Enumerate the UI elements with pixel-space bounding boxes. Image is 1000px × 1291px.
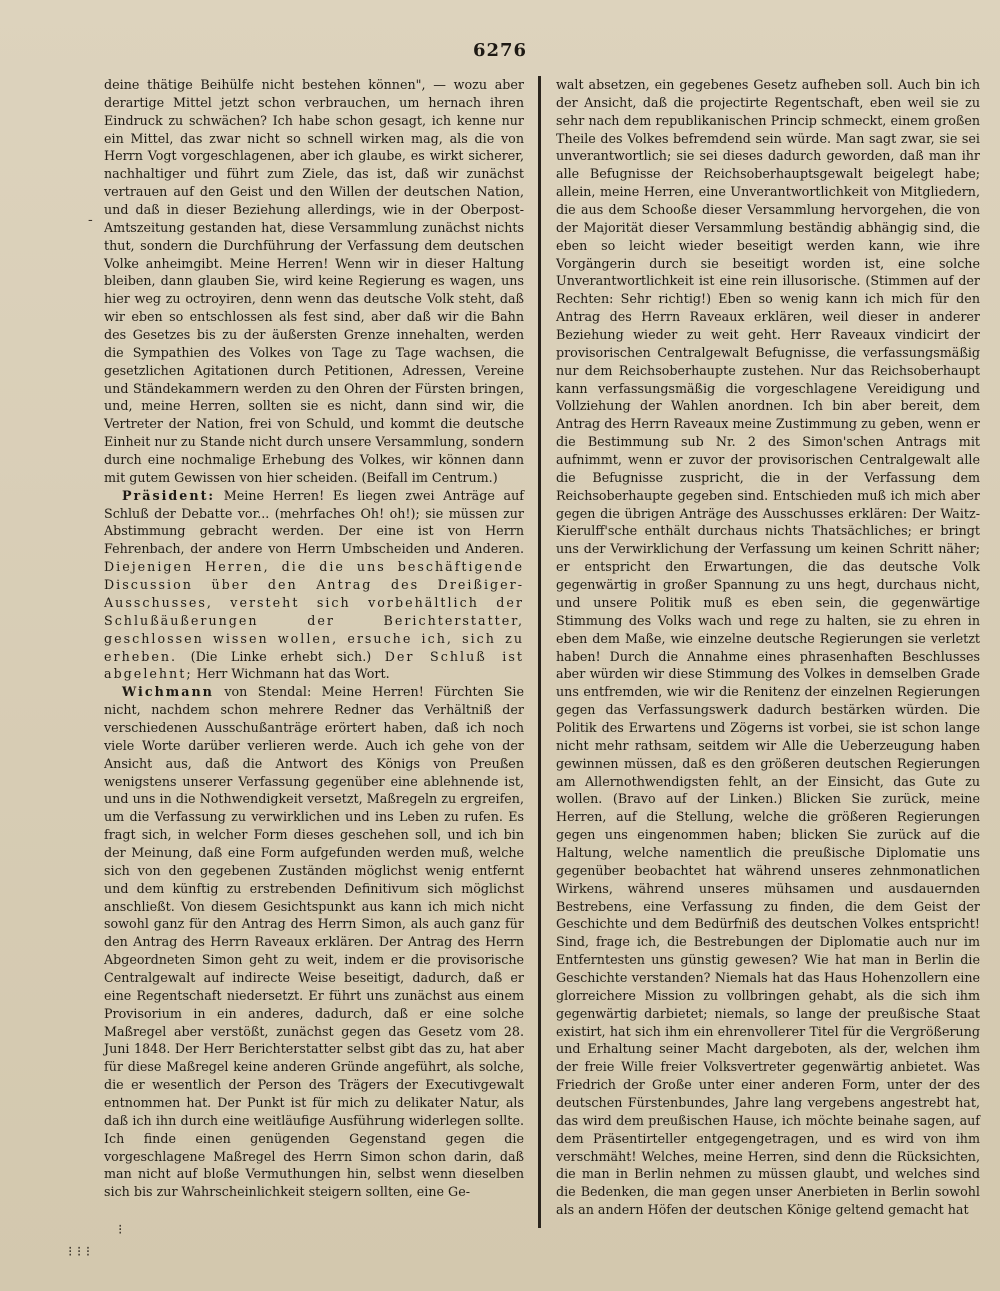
margin-mark: - bbox=[88, 212, 93, 228]
right-column bbox=[556, 76, 980, 1219]
paragraph: walt absetzen, ein gegebenes Gesetz aufheben soll. Auch bin ich der Ansicht, daß die projectirte Regentschaft, eben weil sie zu sehr nach dem republikanischen Princip schmeckt, einem großen Theile des Volkes befremdend sein würde. Man sagt zwar, sie sei unverantwortlich; sie sei dieses dadurch geworden, daß man ihr alle Befugnisse der Reichsoberhauptsgewalt beigelegt habe; allein, meine Herren, eine Unverantwortlichkeit von Mitgliedern, die aus dem Schooße dieser Versammlung hervorgehen, die von der Majorität dieser Versammlung beständig abhängig sind, die eben so leicht wieder beseitigt werden kann, wie ihre Vorgängerin durch sie beseitigt worden ist, eine solche Unverantwortlichkeit ist eine rein illusorische. (Stimmen auf der Rechten: Sehr richtig!) Eben so wenig kann ich mich für den Antrag des Herrn Raveaux erklären, weil dieser in anderer Beziehung wieder zu weit geht. Herr Raveaux vindicirt der provisorischen Centralgewalt Befugnisse, die verfassungsmäßig nur dem Reichsoberhaupte zustehen. Nur das Reichsoberhaupt kann verfassungsmäßig die vorgeschlagene Vereidigung und Vollziehung der Wahlen anordnen. Ich bin aber bereit, dem Antrag des Herrn Raveaux meine Zustimmung zu geben, wenn er die Bestimmung sub Nr. 2 des Simon'schen Antrags mit aufnimmt, wenn er zuvor der provisorischen Centralgewalt alle die Befugnisse zuspricht, die in der Verfassung dem Reichsoberhaupte gegeben sind. Entschieden muß ich mich aber gegen die übrigen Anträge des Ausschusses erklären: Der Waitz-Kierulff'sche enthält durchaus nichts Thatsächliches; er bringt uns der Verwirklichung der Verfassung um keinen Schritt näher; er entspricht den Erwartungen, die das deutsche Volk gegenwärtig in großer Spannung zu uns hegt, durchaus nicht, und unsere Politik muß es eben sein, die gegenwärtige Stimmung des Volks wach und rege zu halten, sie zu ehren in eben dem Maße, wie einzelne deutsche Regierungen sie verletzt haben! Durch die Annahme eines phrasenhaften Beschlusses aber würden wir diese Stimmung des Volkes in demselben Grade uns entfremden, wie wir die Renitenz der einzelnen Regierungen gegen das Verfassungswerk dadurch bestärken würden. Die Politik des Erwartens und Zögerns ist vorbei, sie ist schon lange nicht mehr rathsam, seitdem wir Alle die Ueberzeugung haben gewinnen müssen, daß es den größeren deutschen Regierungen am Allernothwendigsten fehlt, an der Einsicht, das Gute zu wollen. (Bravo auf der Linken.) Blicken Sie zurück, meine Herren, auf die Stellung, welche die größeren Regierungen gegen uns eingenommen haben; blicken Sie zurück auf die Haltung, welche namentlich die preußische Diplomatie uns gegenüber beobachtet hat während unseres zehnmonatlichen Wirkens, während unseres mühsamen und ausdauernden Bestrebens, eine Verfassung zu finden, die dem Geist der Geschichte und dem Bedürfniß des deutschen Volkes entspricht! Sind, frage ich, die Bestrebungen der Diplomatie auch nur im Entferntesten uns günstig gewesen? Wie hat man in Berlin die Geschichte verstanden? Niemals hat das Haus Hohenzollern eine glorreichere Mission zu vollbringen gehabt, als die sich ihm gegenwärtig darbietet; niemals, so lange der preußische Staat existirt, hat sich ihm ein ehrenvollerer Titel für die Vergrößerung und Erhaltung seiner Macht dargeboten, als der, welchen ihm der freie Wille freier Volksvertreter gegenwärtig anbietet. Was Friedrich der Große unter einer anderen Form, unter der des deutschen Fürstenbundes, Jahre lang vergebens angestrebt hat, das wird dem preußischen Hause, ich möchte beinahe sagen, auf dem Präsentirteller entgegengetragen, und es wird von ihm verschmäht! Welches, meine Herren, sind denn die Rücksichten, die man in Berlin nehmen zu müssen glaubt, und welches sind die Bedenken, die man gegen unser Anerbieten in Berlin sowohl als an andern Höfen der deutschen Könige geltend gemacht hat bbox=[556, 77, 980, 1218]
speaker-name: Wichmann bbox=[122, 684, 214, 700]
paragraph-text: (Die Linke erhebt sich.) bbox=[190, 648, 372, 664]
paragraph-text: von Stendal: Meine Herren! Fürchten Sie nicht, nachdem schon mehrere Redner das Verhältniß der verschiedenen Ausschußanträge erörtert haben, daß ich noch viele Worte darüber verlieren werde. Auch ich gehe von der Ansicht aus, daß die Antwort des Königs von Preußen wenigstens unserer Verfassung gegenüber eine ablehnende ist, und uns in die Nothwendigkeit versetzt, Maßregeln zu ergreifen, um die Verfassung zu verwirklichen und ins Leben zu rufen. Es fragt sich, in welcher Form dieses geschehen soll, und ich bin der Meinung, daß eine Form aufgefunden werden muß, welche sich von den gegebenen Zuständen möglichst wenig entfernt und dem künftig zu erstrebenden Definitivum sich möglichst anschließt. Von diesem Gesichtspunkt aus kann ich mich nicht sowohl ganz für den Antrag des Herrn Simon, als auch ganz für den Antrag des Herrn Raveaux erklären. Der Antrag des Herrn Abgeordneten Simon geht zu weit, indem er die provisorische Centralgewalt auf indirecte Weise beseitigt, dadurch, daß er eine Regentschaft niedersetzt. Er führt uns zunächst aus einem Provisorium in ein anderes, dadurch, daß er eine solche Maßregel aber verstößt, zunächst gegen das Gesetz vom 28. Juni 1848. Der Herr Berichterstatter selbst gibt das zu, hat aber für diese Maßregel keine anderen Gründe angeführt, als solche, die er wesentlich der Person des Trägers der Executivgewalt entnommen hat. Der Punkt ist für mich zu delikater Natur, als daß ich ihn durch eine weitläufige Ausführung widerlegen sollte. Ich finde einen genügenden Gegenstand gegen die vorgeschlagene Maßregel des Herrn Simon schon darin, daß man nicht auf bloße Vermuthungen hin, selbst wenn dieselben sich bis zur Wahrscheinlichkeit steigern sollten, eine Ge- bbox=[104, 684, 524, 1200]
left-column bbox=[104, 76, 524, 1201]
paragraph-text: Meine Herren! Es liegen zwei Anträge auf Schluß der Debatte vor... (mehrfaches Oh! oh!); sie müssen zur Abstimmung gebracht werden. Der eine ist von Herrn Fehrenbach, der andere von Herrn Umbscheiden und Anderen. bbox=[104, 487, 524, 557]
margin-mark: ⁝ bbox=[118, 1222, 123, 1238]
column-divider bbox=[538, 76, 541, 1228]
paragraph: deine thätige Beihülfe nicht bestehen können", — wozu aber derartige Mittel jetzt schon verbrauchen, um hernach ihren Eindruck zu schwächen? Ich habe schon gesagt, ich kenne nur ein Mittel, das zwar nicht so schnell wirken mag, als die von Herrn Vogt vorgeschlagenen, aber ich glaube, es wirkt sicherer, nachhaltiger und führt zum Ziele, das ist, daß wir zunächst vertrauen auf den Geist und den Willen der deutschen Nation, und daß in dieser Beziehung allerdings, wie in der Oberpost-Amtszeitung gestanden hat, diese Versammlung zunächst nichts thut, sondern die Durchführung der Verfassung dem deutschen Volke anheimgibt. Meine Herren! Wenn wir in dieser Haltung bleiben, dann glauben Sie, wird keine Regierung es wagen, uns hier weg zu octroyiren, denn wenn das deutsche Volk steht, daß wir eben so entschlossen als fest sind, aber daß wir die Bahn des Gesetzes bis zu der äußersten Grenze innehalten, werden die Sympathien des Volkes von Tage zu Tage wachsen, die gesetzlichen Agitationen durch Petitionen, Adressen, Vereine und Ständekammern werden zu den Ohren der Fürsten bringen, und, meine Herren, sollten sie es nicht, dann sind wir, die Vertreter der Nation, frei von Schuld, und kommt die deutsche Einheit nur zu Stande nicht durch unsere Versammlung, sondern durch eine nochmalige Erhebung des Volkes, wir können dann mit gutem Gewissen von hier scheiden. (Beifall im Centrum.) bbox=[104, 77, 524, 485]
spaced-text: Der Schluß ist abgelehnt; bbox=[104, 648, 524, 682]
paragraph-wichmann bbox=[104, 683, 524, 1201]
paragraph-text: Herr Wichmann hat das Wort. bbox=[196, 666, 390, 682]
spaced-text: Diejenigen Herren, die die uns beschäftigende Discussion über den Antrag des Dreißiger-Ausschusses, versteht sich vorbehältlich der Schlußäußerungen der Berichterstatter, geschlossen wissen wollen, ersuche ich, sich zu erheben. bbox=[104, 559, 524, 664]
page-number: 6276 bbox=[472, 40, 528, 61]
margin-mark: ⁝ ⁝ ⁝ bbox=[68, 1244, 91, 1260]
paragraph-president bbox=[104, 487, 524, 683]
speaker-name: Präsident: bbox=[122, 487, 216, 503]
